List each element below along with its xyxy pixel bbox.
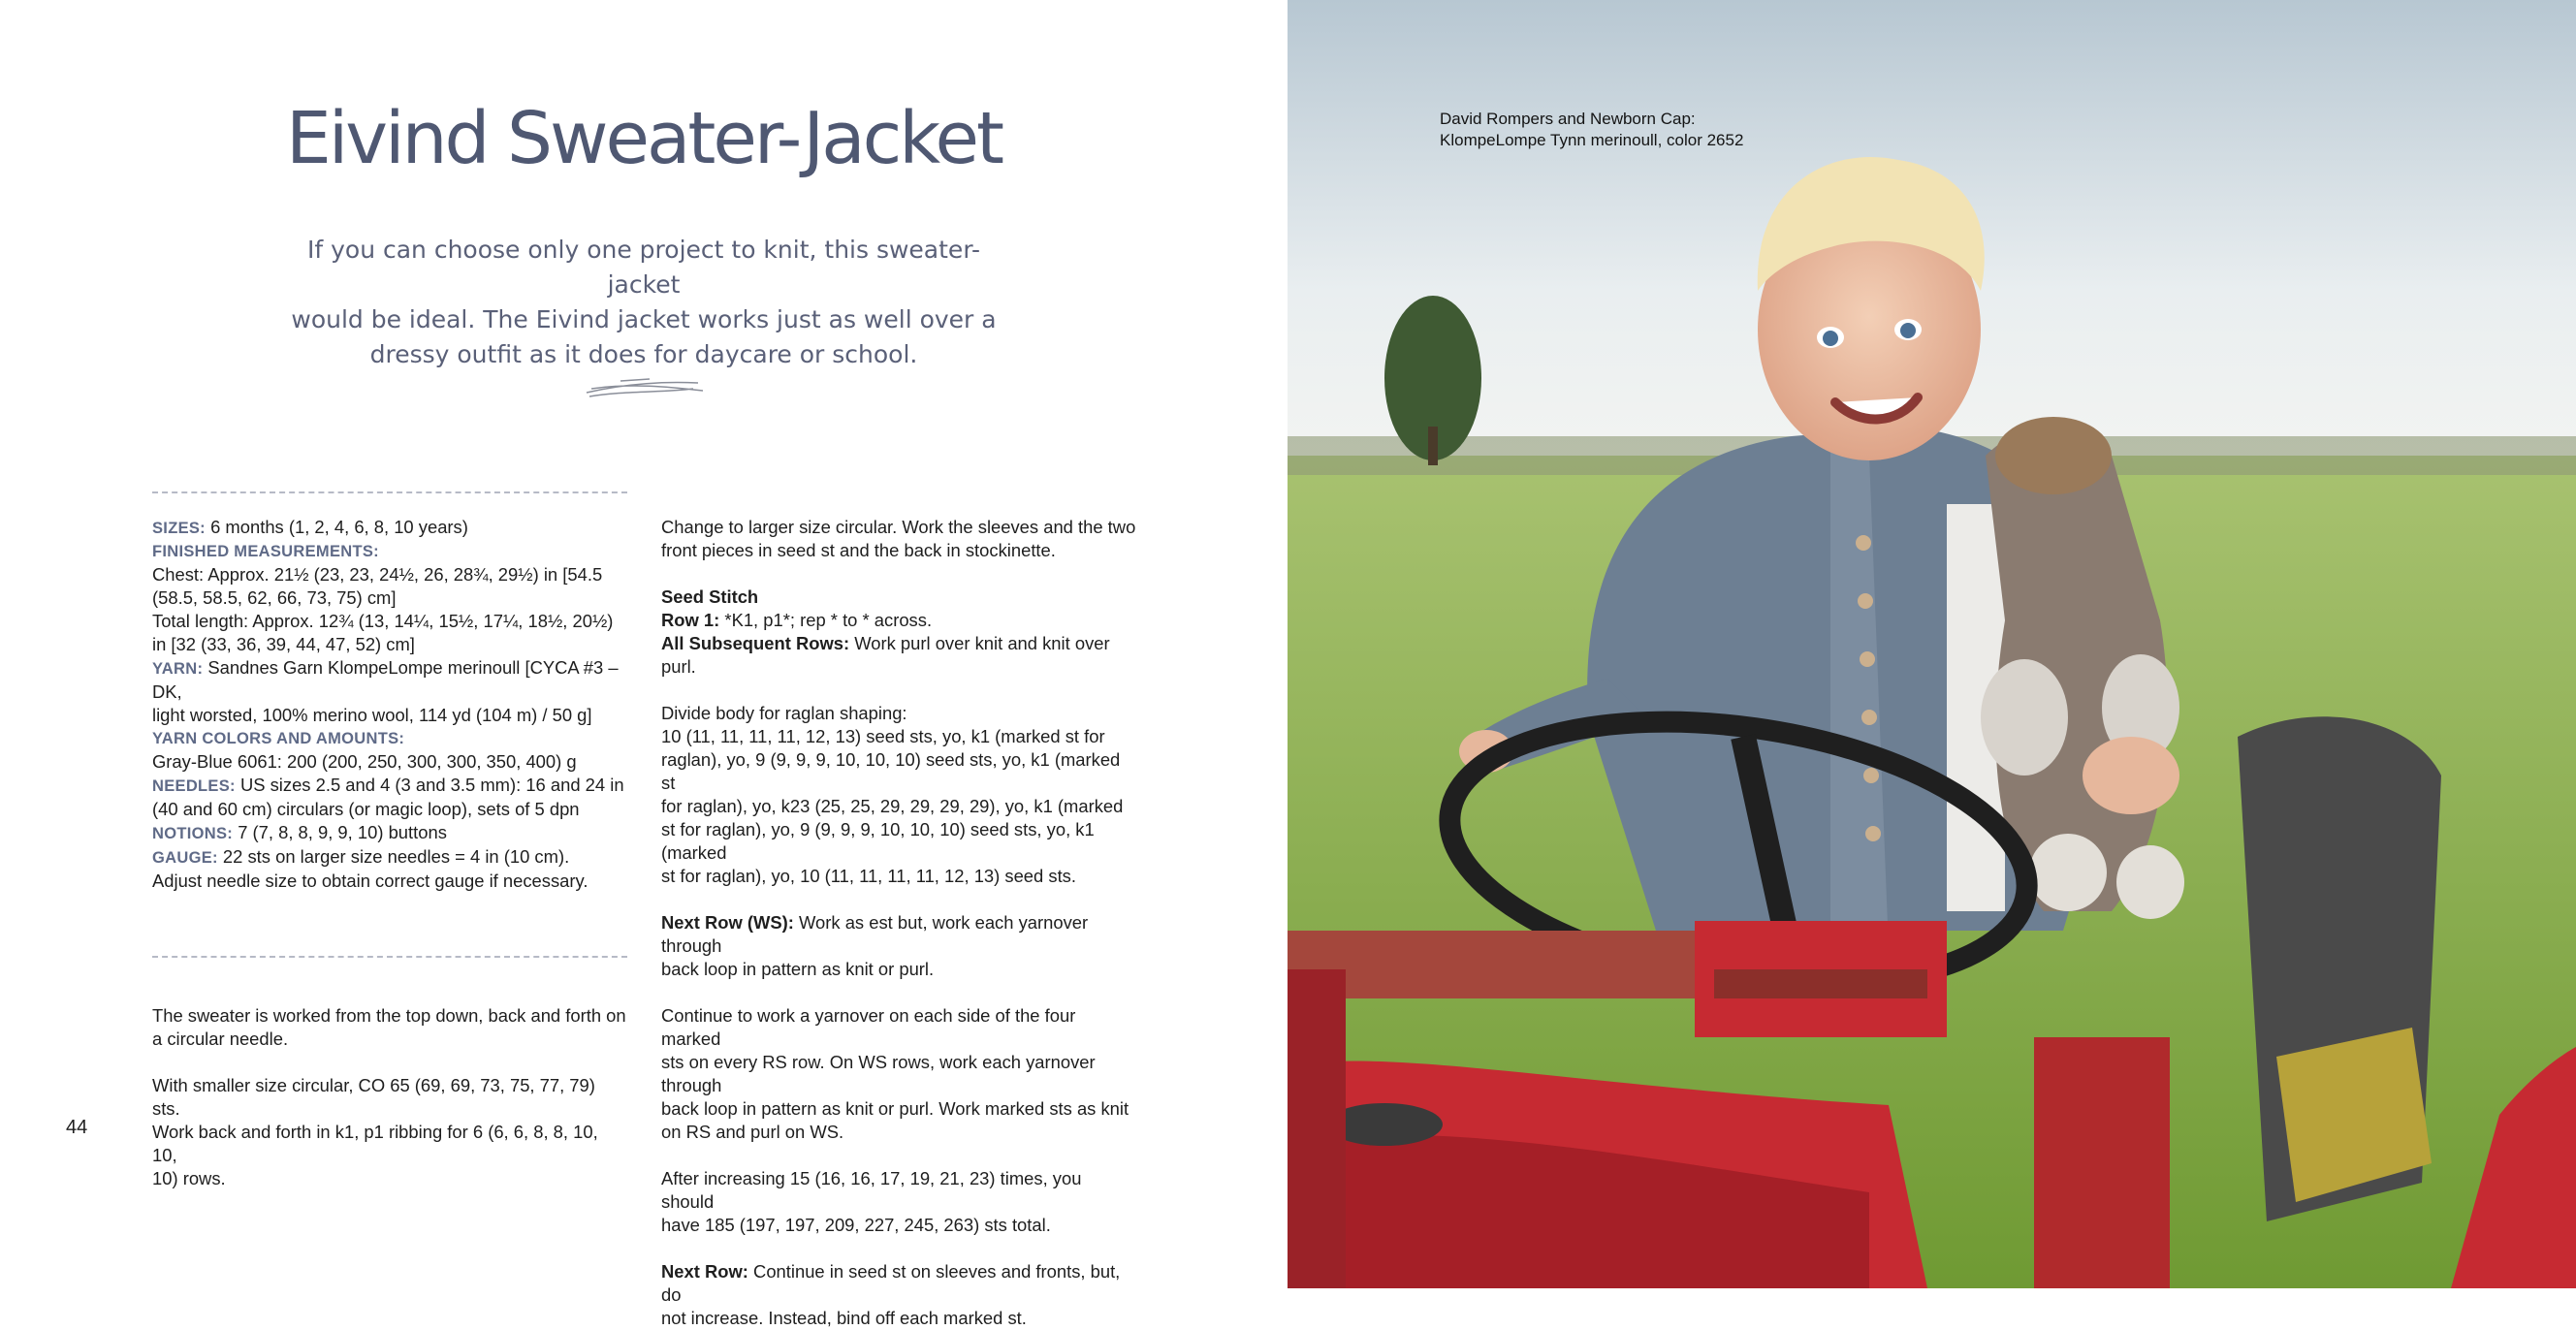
instruction-line: With smaller size circular, CO 65 (69, 69, 73, 75, 77, 79) sts. [152, 1075, 595, 1119]
page-title: Eivind Sweater-Jacket [285, 97, 1002, 180]
instruction-line: Change to larger size circular. Work the sleeves and the two [661, 517, 1136, 537]
specifications [152, 516, 627, 893]
next-row-ws-text: Work as est but, work each yarnover through [661, 912, 1089, 956]
instruction-line: 10 (11, 11, 11, 11, 12, 13) seed sts, yo, k1 (marked st for [661, 726, 1105, 746]
yarn-line [152, 656, 627, 704]
intro-line: dressy outfit as it does for daycare or school. [369, 340, 918, 368]
sizes-label: SIZES: [152, 520, 206, 537]
instruction-line: st for raglan), yo, 9 (9, 9, 9, 10, 10, 10) seed sts, yo, k1 (marked [661, 819, 1095, 863]
instruction-line: have 185 (197, 197, 209, 227, 245, 263) sts total. [661, 1215, 1051, 1235]
yarn-label: YARN: [152, 660, 204, 678]
seed-stitch-heading: Seed Stitch [661, 586, 759, 607]
instruction-line: back loop in pattern as knit or purl. [661, 959, 935, 979]
instruction-line: 10) rows. [152, 1168, 226, 1188]
notions-value: 7 (7, 8, 8, 9, 9, 10) buttons [233, 822, 447, 842]
gauge-value: 22 sts on larger size needles = 4 in (10 cm). [217, 846, 570, 867]
gauge-note: Adjust needle size to obtain correct gauge if necessary. [152, 871, 588, 891]
yarn-colors-value: Gray-Blue 6061: 200 (200, 250, 300, 300, 350, 400) g [152, 751, 577, 772]
instruction-line: back loop in pattern as knit or purl. Work marked sts as knit [661, 1098, 1129, 1119]
finished-measurements-label: FINISHED MEASUREMENTS: [152, 543, 379, 560]
subsequent-rows-label: All Subsequent Rows: [661, 633, 850, 653]
divide-intro: Divide body for raglan shaping: [661, 703, 907, 723]
subsequent-rows-text: Work purl over knit and knit over purl. [661, 633, 1110, 677]
intro-line: If you can choose only one project to knit, this sweater-jacket [306, 236, 981, 299]
sizes-line [152, 516, 627, 540]
left-page [0, 0, 1288, 1328]
instruction-line: st for raglan), yo, 10 (11, 11, 11, 11, 12, 13) seed sts. [661, 866, 1076, 886]
caption-line: David Rompers and Newborn Cap: [1440, 110, 1696, 128]
subsequent-rows-line [661, 632, 1138, 679]
length-line: in [32 (33, 36, 39, 44, 47, 52) cm] [152, 634, 415, 654]
intro-paragraph [291, 233, 997, 372]
photo-caption [1440, 109, 1743, 151]
chest-line: Chest: Approx. 21½ (23, 23, 24½, 26, 28¾, 29½) in [54.5 [152, 564, 603, 585]
section-divider [152, 491, 627, 493]
needles-label: NEEDLES: [152, 777, 236, 795]
page-number: 44 [66, 1117, 88, 1138]
next-row-label: Next Row: [661, 1261, 748, 1282]
instructions-left [152, 1004, 627, 1190]
needles-line [152, 774, 627, 798]
row1-text: *K1, p1*; rep * to * across. [719, 610, 933, 630]
photo-illustration [1288, 0, 2576, 1288]
instruction-line: front pieces in seed st and the back in stockinette. [661, 540, 1056, 560]
needles-line: (40 and 60 cm) circulars (or magic loop), sets of 5 dpn [152, 799, 580, 819]
instructions-right [661, 516, 1138, 1330]
instruction-line: The sweater is worked from the top down, back and forth on [152, 1005, 626, 1026]
chest-line: (58.5, 58.5, 62, 66, 73, 75) cm] [152, 587, 397, 608]
yarn-colors-label: YARN COLORS AND AMOUNTS: [152, 730, 405, 747]
needles-value: US sizes 2.5 and 4 (3 and 3.5 mm): 16 and 24 in [235, 775, 624, 795]
notions-line [152, 821, 627, 845]
intro-line: would be ideal. The Eivind jacket works just as well over a [291, 305, 997, 333]
sizes-value: 6 months (1, 2, 4, 6, 8, 10 years) [205, 517, 468, 537]
section-divider [152, 956, 627, 958]
yarn-line: light worsted, 100% merino wool, 114 yd (104 m) / 50 g] [152, 705, 592, 725]
instruction-line: After increasing 15 (16, 16, 17, 19, 21, 23) times, you should [661, 1168, 1082, 1212]
gauge-line [152, 845, 627, 870]
instruction-line: sts on every RS row. On WS rows, work each yarnover through [661, 1052, 1096, 1095]
caption-line: KlompeLompe Tynn merinoull, color 2652 [1440, 131, 1744, 149]
decorative-swirl-icon [582, 373, 708, 402]
instruction-line: on RS and purl on WS. [661, 1122, 844, 1142]
instruction-line: Continue to work a yarnover on each side of the four marked [661, 1005, 1076, 1049]
next-row-ws-line [661, 911, 1138, 958]
next-row-line [661, 1260, 1138, 1307]
row1-line [661, 609, 1138, 632]
length-line: Total length: Approx. 12¾ (13, 14¼, 15½, 17¼, 18½, 20½) [152, 611, 614, 631]
instruction-line: Work back and forth in k1, p1 ribbing for 6 (6, 6, 8, 8, 10, 10, [152, 1122, 598, 1165]
instruction-line: a circular needle. [152, 1029, 289, 1049]
next-row-text: Continue in seed st on sleeves and fronts, but, do [661, 1261, 1121, 1305]
next-row-ws-label: Next Row (WS): [661, 912, 794, 933]
instruction-line: not increase. Instead, bind off each marked st. [661, 1308, 1027, 1328]
instruction-line: raglan), yo, 9 (9, 9, 9, 10, 10, 10) seed sts, yo, k1 (marked st [661, 749, 1121, 793]
instruction-line: for raglan), yo, k23 (25, 25, 29, 29, 29, 29), yo, k1 (marked [661, 796, 1124, 816]
gauge-label: GAUGE: [152, 849, 218, 867]
yarn-value: Sandnes Garn KlompeLompe merinoull [CYCA #3 – DK, [152, 657, 619, 702]
notions-label: NOTIONS: [152, 825, 234, 842]
row1-label: Row 1: [661, 610, 720, 630]
photo-child-on-tractor [1288, 0, 2576, 1288]
